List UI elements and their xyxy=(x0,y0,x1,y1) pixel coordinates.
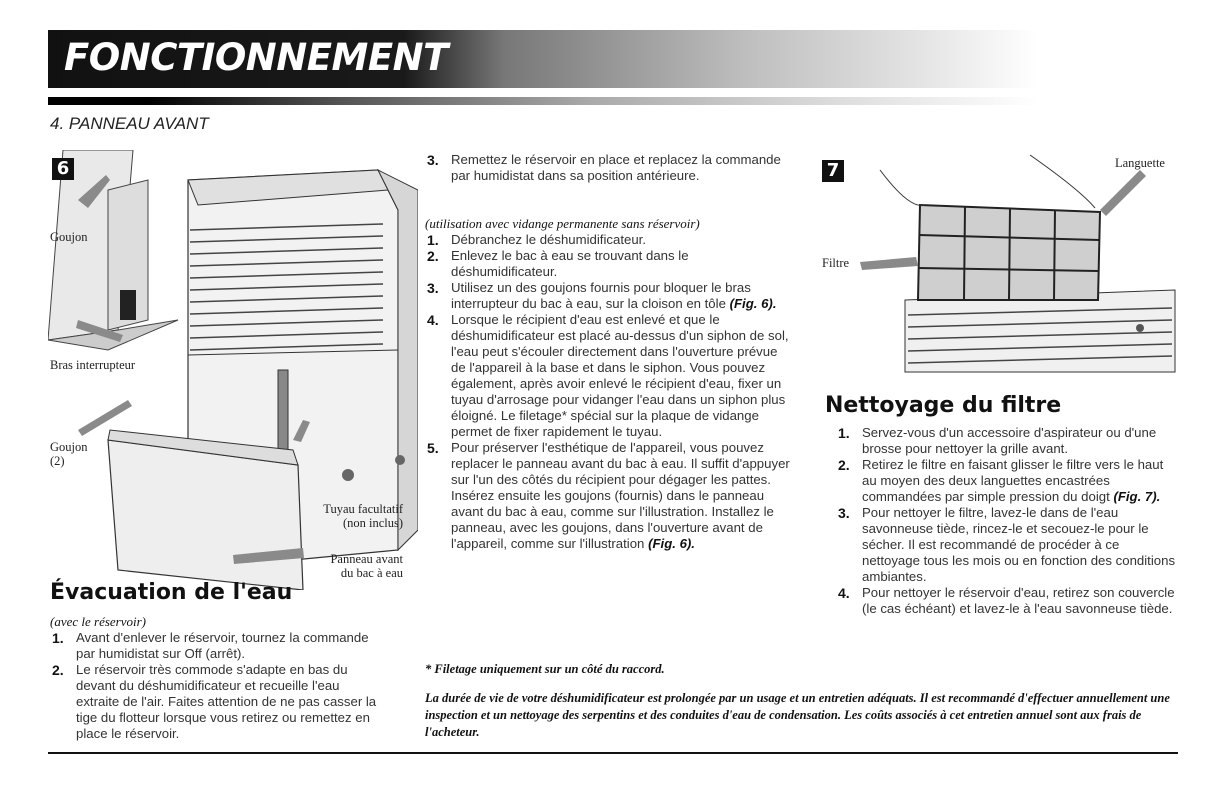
step-number: 4. xyxy=(427,312,439,328)
step-text: Enlevez le bac à eau se trouvant dans le déshumidificateur. xyxy=(451,248,689,279)
step-text: Lorsque le récipient d'eau est enlevé et que le déshumidificateur est placé au-dessus d'un siphon de sol, l'eau peut s'écouler directement dans l'ouverture prévue de l'appareil à la base et dans le siphon. Vous pouvez également, après avoir enlevé le récipient d'eau, fixer un tuyau d'arrosage pour vidanger l'eau dans un siphon plus éloigné. Le filetage* spécial sur la plaque de vidange permet de fixer rapidement le tuyau. xyxy=(451,312,789,439)
page-title: FONCTIONNEMENT xyxy=(64,36,448,79)
evacuation-subtitle: (avec le réservoir) xyxy=(50,614,147,629)
section-title: 4. PANNEAU AVANT xyxy=(50,114,209,133)
label-goujon-top: Goujon xyxy=(50,230,88,244)
figure-7-illustration xyxy=(820,150,1180,375)
step-text: Utilisez un des goujons fournis pour bloquer le bras interrupteur du bac à eau, sur la cloison en tôle xyxy=(451,280,751,311)
label-filtre: Filtre xyxy=(822,256,850,270)
step-number: 3. xyxy=(838,505,850,521)
label-panneau-line2: du bac à eau xyxy=(340,566,403,580)
step-number: 2. xyxy=(52,662,64,678)
footnote: * Filetage uniquement sur un côté du raccord. xyxy=(425,662,665,676)
step-number: 1. xyxy=(52,630,64,646)
evacuation-steps xyxy=(50,630,380,742)
figure-reference: (Fig. 7). xyxy=(1113,489,1161,504)
step-number: 3. xyxy=(427,280,439,296)
step-text: Débranchez le déshumidificateur. xyxy=(451,232,646,247)
step-text: Pour nettoyer le réservoir d'eau, retirez son couvercle (le cas échéant) et lavez-le à l'eau savonneuse tiède. xyxy=(862,585,1175,616)
label-tuyau-line2: (non inclus) xyxy=(342,516,403,530)
step-number: 2. xyxy=(427,248,439,264)
nettoyage-heading: Nettoyage du filtre xyxy=(825,393,1062,418)
step-number: 1. xyxy=(427,232,439,248)
label-bras-interrupteur: Bras interrupteur xyxy=(50,358,136,372)
list-item xyxy=(425,152,795,184)
list-item xyxy=(836,505,1176,585)
label-tuyau-line1: Tuyau facultatif xyxy=(323,502,403,516)
list-item xyxy=(50,630,380,662)
step-number: 5. xyxy=(427,440,439,456)
step-text: Pour nettoyer le filtre, lavez-le dans de l'eau savonneuse tiède, rincez-le et secouez-le pour le sécher. Il est recommandé de procéder à ce nettoyage tous les mois ou en fonction des conditions ambiantes. xyxy=(862,505,1176,584)
list-item xyxy=(425,440,795,552)
step-number: 4. xyxy=(838,585,850,601)
label-goujon-2-line1: Goujon xyxy=(50,440,88,454)
step-number: 2. xyxy=(838,457,850,473)
list-item xyxy=(425,280,795,312)
label-languette: Languette xyxy=(1115,156,1165,170)
figure-reference: (Fig. 6). xyxy=(729,296,777,311)
figure-6-badge: 6 xyxy=(52,158,74,180)
step-text: Servez-vous d'un accessoire d'aspirateur ou d'une brosse pour nettoyer la grille avant. xyxy=(862,425,1157,456)
evacuation-heading: Évacuation de l'eau xyxy=(50,580,293,605)
list-item xyxy=(425,232,795,248)
step-number: 1. xyxy=(838,425,850,441)
label-goujon-2-line2: (2) xyxy=(50,454,65,468)
bottom-rule xyxy=(48,752,1178,754)
footer-note: La durée de vie de votre déshumidificateur est prolongée par un usage et un entretien adéquats. Il est recommandé d'effectuer annuellement une inspection et un nettoyage des serpentins et des conduites d'eau de condensation. Les coûts associés à cet entretien annuel sont aux frais de l'acheteur. xyxy=(425,691,1170,739)
list-item xyxy=(836,585,1176,617)
list-item xyxy=(836,457,1176,505)
permanent-drain-subtitle: (utilisation avec vidange permanente sans réservoir) xyxy=(425,216,700,231)
header-banner xyxy=(48,30,1038,88)
step-text: Pour préserver l'esthétique de l'appareil, vous pouvez replacer le panneau avant du bac à eau. Il suffit d'appuyer sur l'un des côtés du récipient pour dégager les pattes. Insérez ensuite les goujons (fournis) dans le panneau avant du bac à eau, comme sur l'illustration. Installez le panneau, avec les goujons, dans l'ouverture avant de l'appareil, comme sur l'illustration xyxy=(451,440,790,551)
list-item xyxy=(836,425,1176,457)
list-item xyxy=(425,248,795,280)
top-rule xyxy=(48,97,1038,105)
label-panneau-line1: Panneau avant xyxy=(330,552,403,566)
list-item xyxy=(425,312,795,440)
step-text: Remettez le réservoir en place et replacez la commande par humidistat dans sa position antérieure. xyxy=(451,152,781,183)
step-text: Le réservoir très commode s'adapte en bas du devant du déshumidificateur et recueille l'eau extraite de l'air. Faites attention de ne pas casser la tige du flotteur lorsque vous retirez ou remettez en place le réservoir. xyxy=(76,662,377,741)
middle-step-3 xyxy=(425,152,795,184)
figure-reference: (Fig. 6). xyxy=(648,536,695,551)
step-text: Avant d'enlever le réservoir, tournez la commande par humidistat sur Off (arrêt). xyxy=(76,630,369,661)
list-item xyxy=(50,662,380,742)
figure-7-badge: 7 xyxy=(822,160,844,182)
permanent-drain-steps xyxy=(425,232,795,552)
nettoyage-steps xyxy=(836,425,1176,617)
step-number: 3. xyxy=(427,152,439,168)
step-text: Retirez le filtre en faisant glisser le filtre vers le haut au moyen des deux languettes encastrées commandées par simple pression du doigt xyxy=(862,457,1164,504)
